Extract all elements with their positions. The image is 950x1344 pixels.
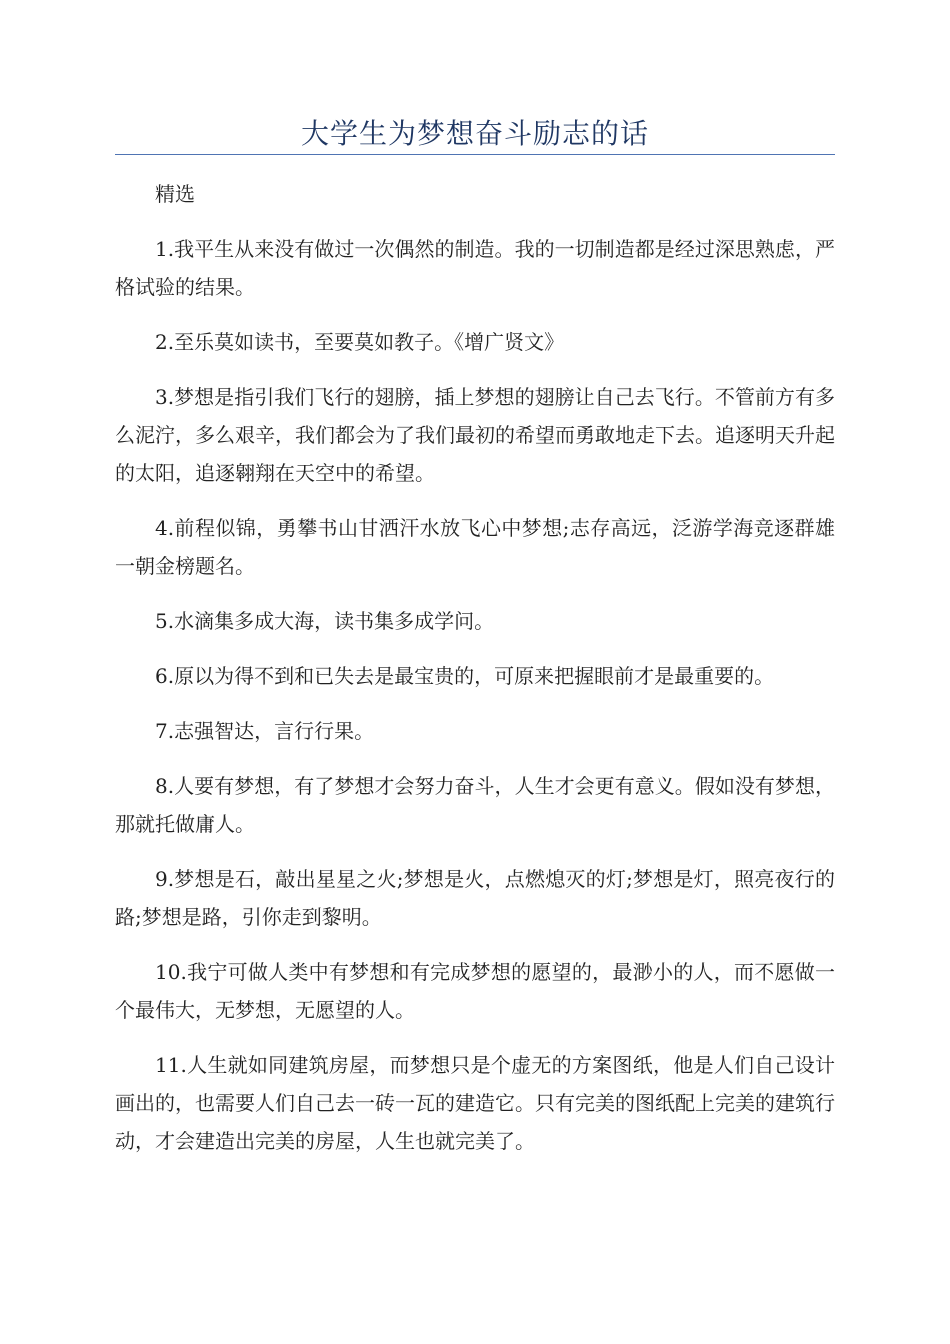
quote-paragraph-1: 1.我平生从来没有做过一次偶然的制造。我的一切制造都是经过深思熟虑，严格试验的结果。 xyxy=(115,237,835,299)
quote-paragraph-6: 6.原以为得不到和已失去是最宝贵的，可原来把握眼前才是最重要的。 xyxy=(155,664,775,688)
quote-paragraph-2: 2.至乐莫如读书，至要莫如教子。《增广贤文》 xyxy=(155,330,565,354)
quote-paragraph-7: 7.志强智达，言行行果。 xyxy=(155,719,375,743)
document-body xyxy=(115,175,835,1177)
title-underline xyxy=(115,154,835,155)
quote-paragraph-10: 10.我宁可做人类中有梦想和有完成梦想的愿望的，最渺小的人，而不愿做一个最伟大，无梦想，无愿望的人。 xyxy=(115,960,835,1022)
paragraph-intro: 精选 xyxy=(155,182,195,206)
quote-paragraph-8: 8.人要有梦想，有了梦想才会努力奋斗，人生才会更有意义。假如没有梦想，那就托做庸人。 xyxy=(115,774,835,836)
quote-paragraph-4: 4.前程似锦，勇攀书山甘洒汗水放飞心中梦想;志存高远，泛游学海竞逐群雄一朝金榜题名。 xyxy=(115,516,835,578)
quote-paragraph-3: 3.梦想是指引我们飞行的翅膀，插上梦想的翅膀让自己去飞行。不管前方有多么泥泞，多么艰辛，我们都会为了我们最初的希望而勇敢地走下去。追逐明天升起的太阳，追逐翱翔在天空中的希望。 xyxy=(115,385,835,485)
quote-paragraph-5: 5.水滴集多成大海，读书集多成学问。 xyxy=(155,609,495,633)
quote-paragraph-11: 11.人生就如同建筑房屋，而梦想只是个虚无的方案图纸，他是人们自己设计画出的，也需要人们自己去一砖一瓦的建造它。只有完美的图纸配上完美的建筑行动，才会建造出完美的房屋，人生也就完美了。 xyxy=(115,1053,835,1153)
quote-paragraph-9: 9.梦想是石，敲出星星之火;梦想是火，点燃熄灭的灯;梦想是灯，照亮夜行的路;梦想是路，引你走到黎明。 xyxy=(115,867,835,929)
document-title: 大学生为梦想奋斗励志的话 xyxy=(300,117,649,150)
